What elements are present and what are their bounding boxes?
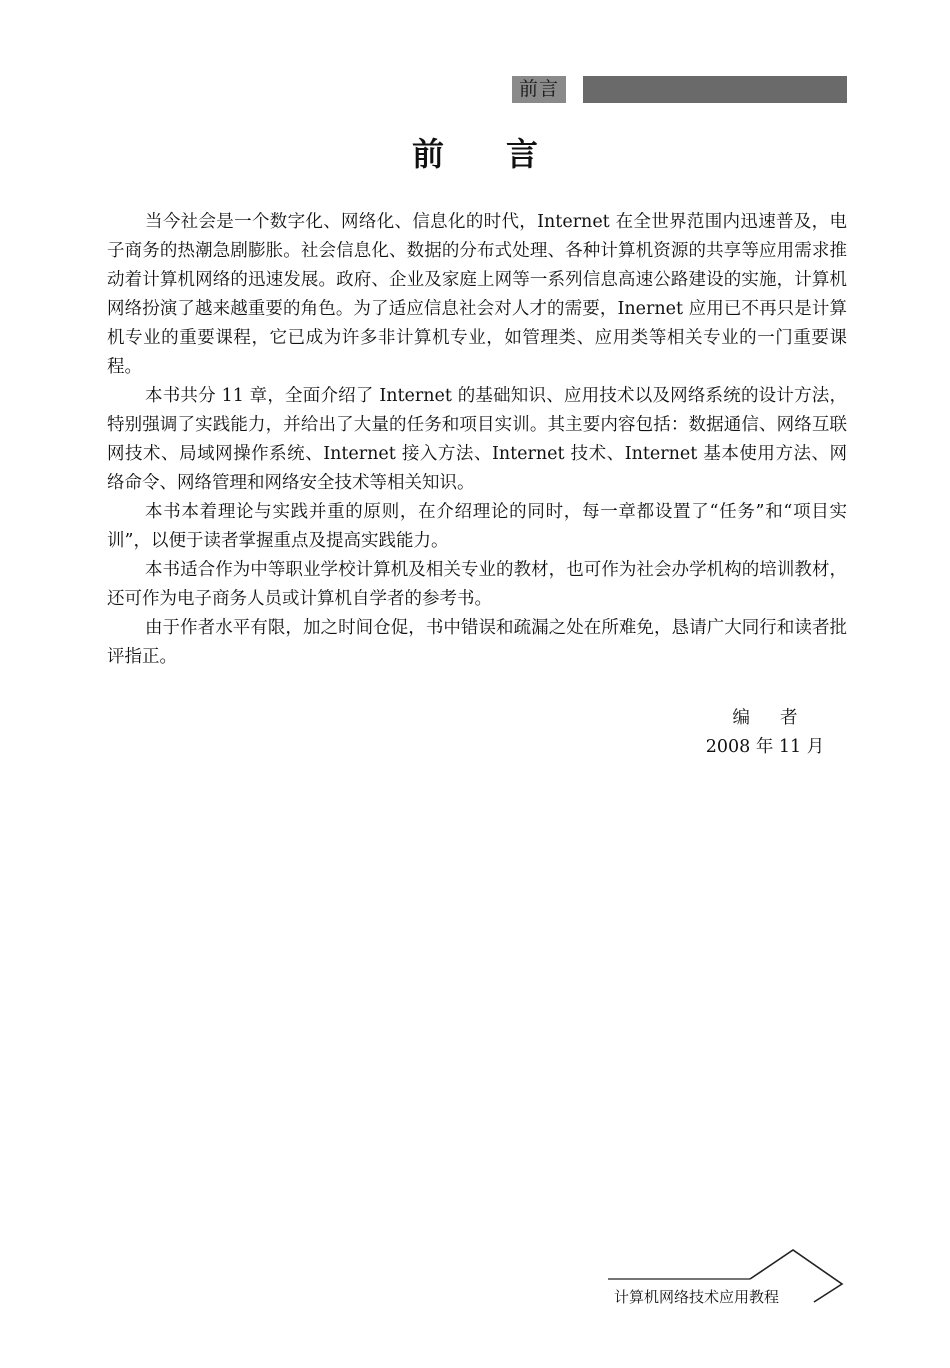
paragraph: 当今社会是一个数字化、网络化、信息化的时代，Internet 在全世界范围内迅速普及，电子商务的热潮急剧膨胀。社会信息化、数据的分布式处理、各种计算机资源的共享等应用需求推动着计算机网络的迅速发展。政府、企业及家庭上网等一系列信息高速公路建设的实施，计算机网络扮演了越来越重要的角色。为了适应信息社会对人才的需要，Inernet 应用已不再只是计算机专业的重要课程，它已成为许多非计算机专业，如管理类、应用类等相关专业的一门重要课程。 bbox=[107, 212, 847, 377]
paragraph: 本书本着理论与实践并重的原则，在介绍理论的同时，每一章都设置了“任务”和“项目实训”，以便于读者掌握重点及提高实践能力。 bbox=[107, 502, 847, 551]
paragraph: 本书适合作为中等职业学校计算机及相关专业的教材，也可作为社会办学机构的培训教材，还可作为电子商务人员或计算机自学者的参考书。 bbox=[107, 560, 847, 609]
section-tag: 前言 bbox=[512, 76, 566, 103]
author-char-2: 者 bbox=[780, 708, 798, 728]
signature-author bbox=[700, 704, 830, 733]
title-char-1: 前 bbox=[411, 135, 444, 173]
signature-date: 2008 年 11 月 bbox=[705, 737, 825, 757]
preface-body bbox=[107, 208, 847, 672]
title-char-2: 言 bbox=[506, 135, 539, 173]
signature-block bbox=[700, 704, 830, 762]
page-footer bbox=[600, 1246, 850, 1306]
paragraph: 本书共分 11 章，全面介绍了 Internet 的基础知识、应用技术以及网络系统的设计方法，特别强调了实践能力，并给出了大量的任务和项目实训。其主要内容包括：数据通信、网络互联网技术、局域网操作系统、Internet 接入方法、Internet 技术、Internet 基本使用方法、网络命令、网络管理和网络安全技术等相关知识。 bbox=[107, 386, 847, 493]
footer-book-title: 计算机网络技术应用教程 bbox=[614, 1288, 780, 1306]
author-char-1: 编 bbox=[732, 708, 750, 728]
page-title bbox=[0, 134, 950, 174]
header-bar bbox=[583, 76, 847, 103]
paragraph: 由于作者水平有限，加之时间仓促，书中错误和疏漏之处在所难免，恳请广大同行和读者批评指正。 bbox=[107, 618, 847, 667]
